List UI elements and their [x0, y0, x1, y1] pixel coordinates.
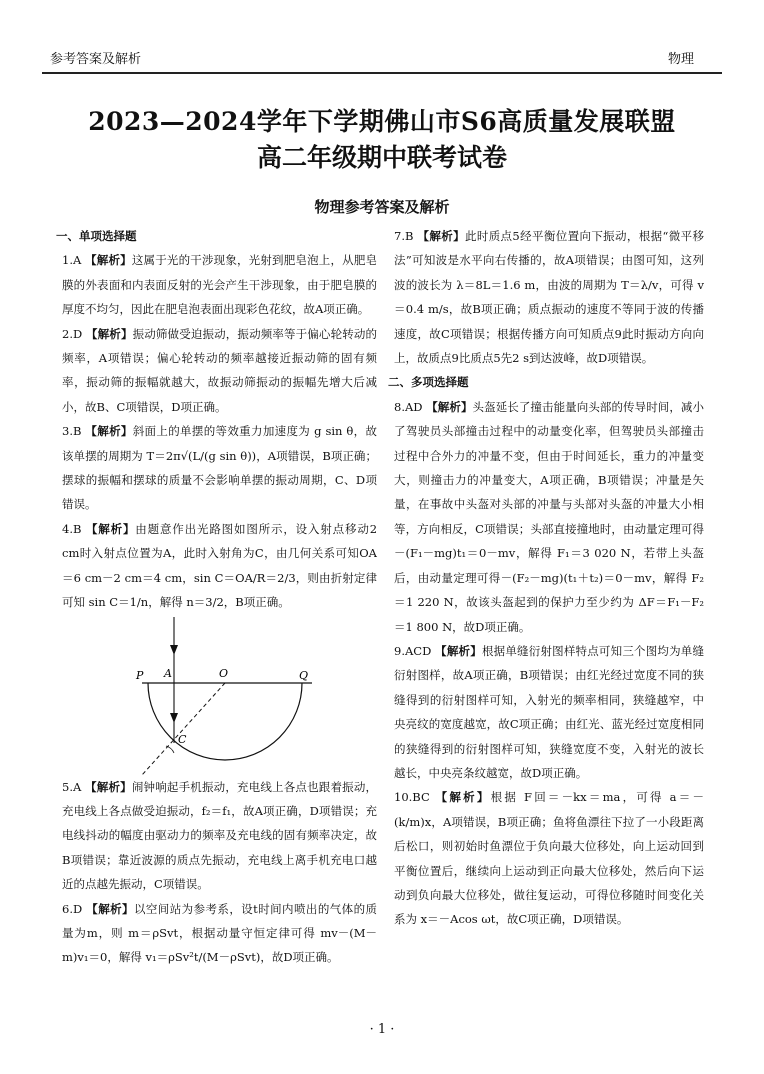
analysis-tag: 【解析】 — [86, 326, 133, 341]
answer-3 — [62, 419, 377, 517]
answer-6-text: 以空间站为参考系，设t时间内喷出的气体的质量为m，则 m＝ρSvt，根据动量守恒定律可得 mv－(M－m)v₁＝0，解得 v₁＝ρSv²t/(M－ρSvt)，故D项正确。 — [62, 901, 378, 965]
label-c: C — [178, 732, 187, 746]
header-rule — [42, 72, 722, 74]
label-q: Q — [299, 668, 309, 682]
answer-7-key: 7.B — [394, 229, 414, 243]
analysis-tag: 【解析】 — [85, 779, 132, 794]
answer-4-key: 4.B — [62, 521, 82, 536]
header-subject: 物理 — [667, 52, 694, 67]
answer-3-formula: √(L/(g sin θ)) — [180, 448, 257, 463]
answer-5 — [62, 775, 377, 897]
answer-subtitle: 物理参考答案及解析 — [314, 198, 450, 216]
answer-8-key: 8.AD — [394, 399, 423, 414]
answer-10 — [394, 785, 704, 931]
answer-2-key: 2.D — [62, 326, 83, 341]
answer-2-text: 振动筛做受迫振动，振动频率等于偏心轮转动的频率，A项错误；偏心轮转动的频率越接近振动筛的固有频率，振动筛的振幅就越大，故振动筛振动的振幅先增大后减小，故B、C项错误，D项正确。 — [62, 326, 378, 414]
analysis-tag: 【解析】 — [85, 253, 132, 268]
analysis-tag: 【解析】 — [435, 790, 491, 805]
answer-9-text: 根据单缝衍射图样特点可知三个图均为单缝衍射图样，故A项正确，B项错误；由红光经过宽度不同的狭缝得到的衍射图样可知，入射光的频率相同，狭缝越窄，中央亮纹的宽度越宽，故C项正确；由红光、蓝光经过宽度相同的狭缝得到的衍射图样可知，狭缝宽度不变，入射光的波长越长，中央亮条纹越宽，故D项正确。 — [394, 643, 705, 780]
answer-6-key: 6.D — [62, 901, 83, 916]
answer-7-text: 此时质点5经平衡位置向下振动，根据“微平移法”可知波是水平向右传播的，故A项错误；由图可知，这列波的波长为 λ＝8L＝1.6 m，由波的周期为 T＝λ/v，可得 v＝0.4 m/s，故B项正确；质点振动的速度不等同于波的传播速度，故C项错误；根据传播方向可知质点9此时振动方向向上，故质点9比质点5先2 s到达波峰，故D项错误。 — [394, 229, 705, 366]
analysis-tag: 【解析】 — [435, 643, 482, 658]
answer-4-text: 由题意作出光路图如图所示，设入射点移动2 cm时入射点位置为A，此时入射角为C，由几何关系可知OA＝6 cm－2 cm＝4 cm，sin C＝OA/R＝2/3， — [62, 521, 378, 585]
label-p: P — [136, 668, 144, 682]
incident-arrow-mid — [170, 713, 178, 723]
incident-arrow-top — [170, 645, 178, 655]
exam-title-line1: 2023—2024学年下学期佛山市S6高质量发展联盟 — [88, 107, 676, 136]
label-a: A — [164, 666, 172, 680]
answer-4-text-cont: 则由折射定律可知 sin C＝1/n，解得 n＝3/2，B项正确。 — [62, 570, 378, 610]
page-number: · 1 · — [369, 1022, 395, 1037]
answer-7 — [394, 224, 704, 370]
answer-6 — [62, 897, 377, 970]
section-multi-choice: 二、多项选择题 — [388, 375, 469, 390]
answer-9-key: 9.ACD — [394, 643, 432, 658]
analysis-tag: 【解析】 — [85, 521, 136, 536]
semicircle-light-path-figure — [62, 615, 377, 775]
normal-dashed-line — [142, 683, 225, 775]
answer-3-key: 3.B — [62, 424, 82, 439]
answer-4 — [62, 517, 377, 615]
left-column — [56, 224, 378, 970]
analysis-tag: 【解析】 — [86, 901, 134, 916]
answer-2 — [62, 322, 377, 420]
answer-3-text-cont: ，A项错误，B项正确；摆球的振幅和摆球的质量不会影响单摆的振动周期，C、D项错误。 — [62, 448, 377, 512]
answer-1 — [62, 248, 377, 321]
answer-3-text: 斜面上的单摆的等效重力加速度为 g sin θ，故该单摆的周期为 T＝2π — [62, 424, 377, 463]
right-column — [388, 224, 705, 932]
answer-8 — [394, 395, 704, 639]
analysis-tag: 【解析】 — [85, 424, 133, 439]
refraction-diagram — [62, 615, 377, 775]
answer-9 — [394, 639, 704, 785]
answer-10-text: 根据 F回＝－kx＝ma，可得 a＝－(k/m)x，A项错误，B项正确；鱼将鱼漂往下拉了一小段距离后松口，则初始时鱼漂位于负向最大位移处，向上运动回到平衡位置后，继续向上运动到正向最大位移处，然后向下运动到负向最大位移处，做往复运动，可得位移随时间变化关系为 x＝－Acos ωt，故C项正确，D项错误。 — [394, 790, 705, 927]
label-o: O — [219, 666, 229, 680]
analysis-tag: 【解析】 — [417, 229, 465, 243]
answer-1-text: 这属于光的干涉现象，光射到肥皂泡上，从肥皂膜的外表面和内表面反射的光会产生干涉现象，由于肥皂膜的厚度不均匀，因此在肥皂泡表面出现彩色花纹，故A项正确。 — [62, 253, 378, 317]
answer-1-key: 1.A — [62, 253, 82, 268]
answer-5-text: 闹钟响起手机振动，充电线上各点也跟着振动，充电线上各点做受迫振动，f₂＝f₁，故A项正确，D项错误；充电线抖动的幅度由驱动力的频率及充电线的固有频率决定，故B项错误；靠近波源的质点先振动，充电线上离手机充电口越近的点越先振动，C项错误。 — [62, 779, 378, 892]
answer-8-text: 头盔延长了撞击能量向头部的传导时间，减小了驾驶员头部撞击过程中的动量变化率，但驾驶员头部撞击过程中合外力的冲量不变，但由于时间延长，重力的冲量变大，则撞击力的冲量变大，A项正确，B项错误；冲量是矢量，在事故中头盔对头部的冲量与头部对头盔的冲量大小相等，方向相反，C项错误；头部直接撞地时，由动量定理可得－(F₁－mg)t₁＝0－mv，解得 F₁＝3 020 N，若带上头盔后，由动量定理可得－(F₂－mg)(t₁＋t₂)＝0－mv，解得 F₂＝1 220 N，故该头盔起到的保护力至少约为 ΔF＝F₁－F₂＝1 800 N，故D项正确。 — [394, 399, 705, 634]
answer-10-key: 10.BC — [394, 790, 430, 805]
exam-title-line2: 高二年级期中联考试卷 — [256, 143, 507, 172]
header-left: 参考答案及解析 — [50, 52, 142, 67]
answer-5-key: 5.A — [62, 779, 82, 794]
analysis-tag: 【解析】 — [426, 399, 473, 414]
section-single-choice: 一、单项选择题 — [56, 229, 137, 243]
